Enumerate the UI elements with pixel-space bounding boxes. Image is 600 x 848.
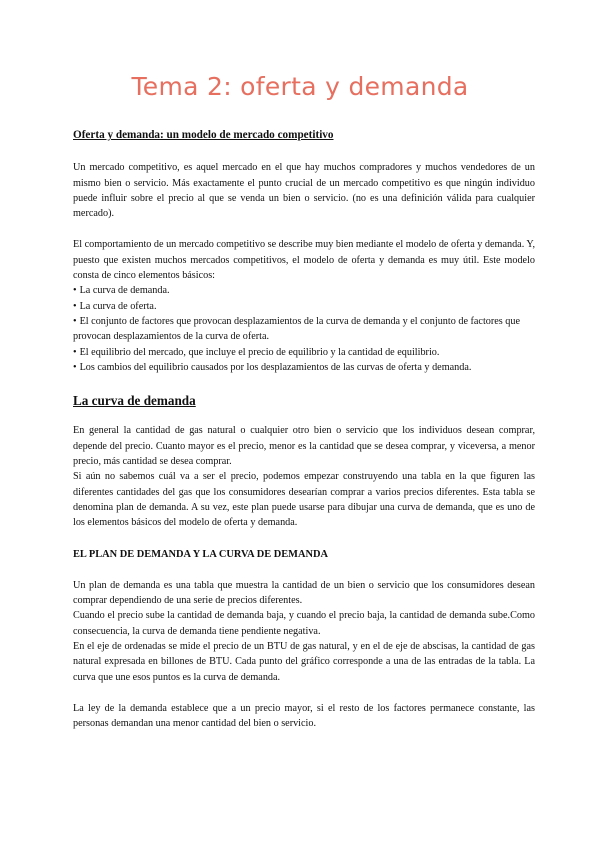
paragraph-plan-demanda-intro: Si aún no sabemos cuál va a ser el precio, podemos empezar construyendo una tabla en la que figuren las diferentes cantidades del gas que los consumidores desearían comprar a varios precios diferentes. Esta tabla se denomina plan de demanda. A su vez, este plan puede usarse para dibujar una curva de demanda, que es uno de los elementos básicos del modelo de oferta y demanda. [73, 471, 535, 529]
paragraph-precio-cantidad: Cuando el precio sube la cantidad de demanda baja, y cuando el precio baja, la cantidad de demanda sube.Como consecuencia, la curva de demanda tiene pendiente negativa. [73, 610, 535, 637]
document-body [73, 128, 535, 748]
list-item-text: El conjunto de factores que provocan desplazamientos de la curva de demanda y el conjunto de factores que provocan desplazamientos de la curva de oferta. [73, 315, 521, 343]
paragraph-comportamiento-mercado: El comportamiento de un mercado competitivo se describe muy bien mediante el modelo de oferta y demanda. Y, puesto que existen muchos mercados competitivos, el modelo de oferta y demanda es muy útil. Este modelo consta de cinco elementos básicos: [73, 239, 535, 282]
bullet-icon: • [73, 315, 77, 327]
paragraph-ejes-grafico: En el eje de ordenadas se mide el precio de un BTU de gas natural, y en el de eje de abscisas, la cantidad de gas natural expresada en billones de BTU. Cada punto del gráfico corresponde a una de las entradas de la tabla. La curva que une esos puntos es la curva de demanda. [73, 641, 535, 683]
list-item-text: La curva de demanda. [79, 285, 170, 297]
list-item-text: La curva de oferta. [79, 300, 157, 312]
list-item [73, 314, 535, 345]
section-heading-oferta-demanda: Oferta y demanda: un modelo de mercado competitivo [73, 129, 334, 141]
list-item-text: El equilibrio del mercado, que incluye el precio de equilibrio y la cantidad de equilibrio. [79, 346, 440, 358]
list-item [73, 299, 535, 314]
page-title: Tema 2: oferta y demanda [131, 72, 469, 101]
section-heading-plan-demanda: EL PLAN DE DEMANDA Y LA CURVA DE DEMANDA [73, 548, 328, 560]
list-item [73, 360, 535, 375]
list-item-text: Los cambios del equilibrio causados por los desplazamientos de las curvas de oferta y demanda. [79, 361, 472, 373]
bullet-icon: • [73, 285, 77, 297]
paragraph-plan-demanda-definicion: Un plan de demanda es una tabla que muestra la cantidad de un bien o servicio que los consumidores desean comprar dependiendo de una serie de precios diferentes. [73, 579, 535, 607]
list-item [73, 283, 535, 298]
paragraph-mercado-competitivo: Un mercado competitivo, es aquel mercado en el que hay muchos compradores y muchos vendedores de un mismo bien o servicio. Más exactamente el punto crucial de un mercado competitivo es que ningún individuo puede influir sobre el precio al que se venda un bien o servicio. (no es una definición válida para cualquier mercado). [73, 162, 535, 220]
paragraph-ley-demanda: La ley de la demanda establece que a un precio mayor, si el resto de los factores permanece constante, las personas demandan una menor cantidad del bien o servicio. [73, 702, 535, 730]
elements-list [73, 283, 535, 375]
paragraph-cantidad-precio: En general la cantidad de gas natural o cualquier otro bien o servicio que los individuos desean comprar, depende del precio. Cuanto mayor es el precio, menor es la cantidad que se desea comprar, y viceversa, a menor precio, más cantidad se desea comprar. [73, 425, 535, 468]
bullet-icon: • [73, 346, 77, 358]
bullet-icon: • [73, 300, 77, 312]
section-heading-curva-demanda: La curva de demanda [73, 393, 196, 409]
bullet-icon: • [73, 361, 77, 373]
list-item [73, 345, 535, 360]
